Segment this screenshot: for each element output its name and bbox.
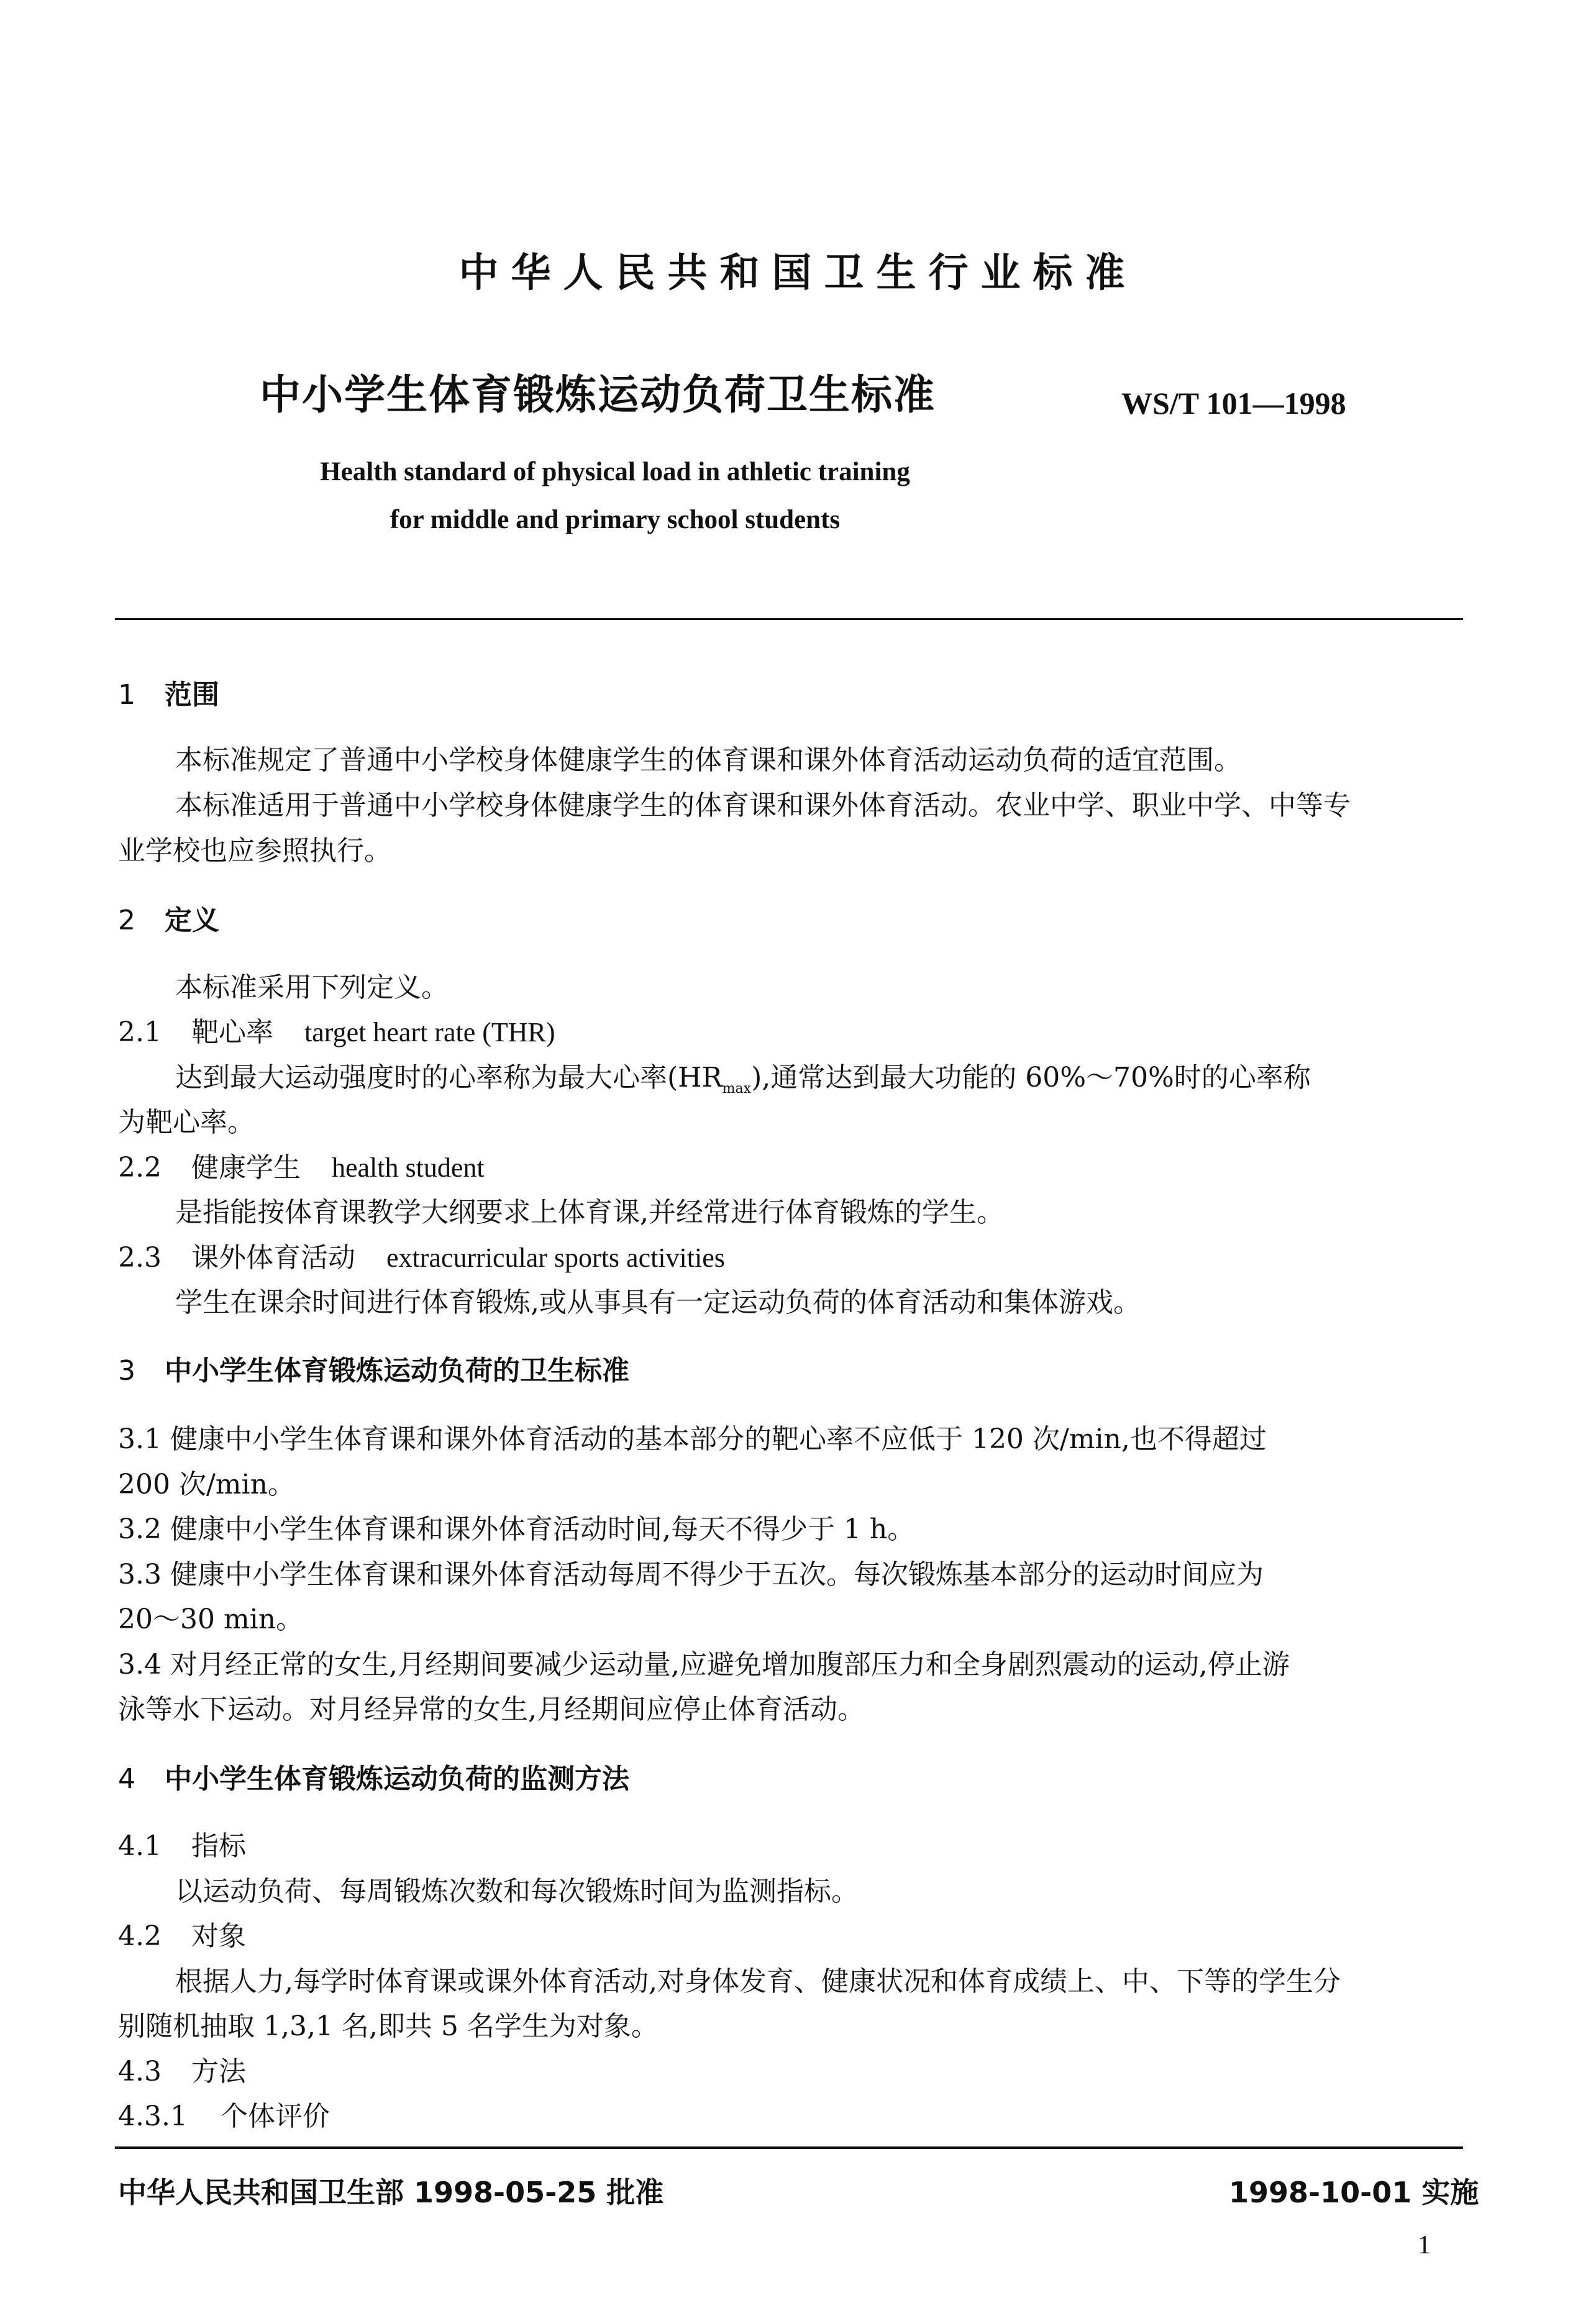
term-chinese: 靶心率 (191, 1016, 273, 1048)
clause-title: 对象 (191, 1920, 246, 1952)
text-segment: 达到最大运动强度时的心率称为最大心率(HR (175, 1062, 723, 1093)
header-divider (115, 618, 1463, 620)
clause-title: 个体评价 (221, 2100, 330, 2132)
clause-3-1: 3.1 健康中小学生体育课和课外体育活动的基本部分的靶心率不应低于 120 次/min,也不得超过 (118, 1423, 1267, 1455)
section-2-heading (118, 898, 219, 937)
term-english: health student (332, 1152, 485, 1183)
clause-number: 2.1 (118, 1016, 162, 1048)
approval-line: 中华人民共和国卫生部 1998-05-25 批准 (118, 2176, 664, 2209)
section-number: 1 (118, 679, 135, 711)
clause-4-1-heading (118, 1823, 246, 1863)
paragraph: 本标准适用于普通中小学校身体健康学生的体育课和课外体育活动。农业中学、职业中学、中等专 (175, 790, 1351, 821)
clause-3-4-continuation: 泳等水下运动。对月经异常的女生,月经期间应停止体育活动。 (118, 1694, 865, 1725)
clause-title: 方法 (191, 2056, 246, 2087)
clause-number: 4.1 (118, 1830, 162, 1862)
clause-3-2: 3.2 健康中小学生体育课和课外体育活动时间,每天不得少于 1 h。 (118, 1513, 915, 1545)
clause-number: 4.2 (118, 1920, 162, 1952)
title-english-line-2: for middle and primary school students (390, 505, 841, 534)
clause-4-2-heading (118, 1913, 246, 1953)
clause-number: 4.3.1 (118, 2100, 188, 2132)
section-4-heading (118, 1756, 629, 1796)
clause-3-4: 3.4 对月经正常的女生,月经期间要减少运动量,应避免增加腹部压力和全身剧烈震动的运动,停止游 (118, 1649, 1290, 1681)
clause-text-continuation: 别随机抽取 1,3,1 名,即共 5 名学生为对象。 (118, 2010, 659, 2042)
section-title: 中小学生体育锻炼运动负荷的卫生标准 (165, 1355, 629, 1387)
section-number: 4 (118, 1763, 135, 1795)
term-english: target heart rate (THR) (304, 1017, 555, 1047)
paragraph: 本标准采用下列定义。 (175, 972, 449, 1003)
paragraph-continuation: 业学校也应参照执行。 (118, 835, 391, 867)
section-number: 3 (118, 1355, 135, 1387)
clause-3-3-continuation: 20～30 min。 (118, 1603, 304, 1635)
clause-number: 2.2 (118, 1152, 162, 1184)
paragraph: 本标准规定了普通中小学校身体健康学生的体育课和课外体育活动运动负荷的适宜范围。 (175, 744, 1241, 776)
standard-code: WS/T 101—1998 (1121, 386, 1346, 421)
section-title: 中小学生体育锻炼运动负荷的监测方法 (165, 1763, 629, 1795)
clause-number: 4.3 (118, 2056, 162, 2087)
title-chinese: 中小学生体育锻炼运动负荷卫生标准 (260, 371, 936, 419)
section-1-heading (118, 672, 219, 712)
clause-3-1-continuation: 200 次/min。 (118, 1469, 295, 1500)
term-chinese: 课外体育活动 (191, 1242, 355, 1274)
text-segment: ),通常达到最大功能的 60%～70%时的心率称 (751, 1062, 1311, 1093)
clause-text: 根据人力,每学时体育课或课外体育活动,对身体发育、健康状况和体育成绩上、中、下等的学生分 (175, 1966, 1341, 1997)
section-number: 2 (118, 905, 135, 936)
definition-text: 是指能按体育课教学大纲要求上体育课,并经常进行体育锻炼的学生。 (175, 1197, 1004, 1228)
section-3-heading (118, 1348, 629, 1388)
clause-number: 2.3 (118, 1242, 162, 1274)
definition-text-continuation: 为靶心率。 (118, 1106, 255, 1138)
page-number: 1 (1418, 2231, 1431, 2260)
clause-title: 指标 (191, 1830, 246, 1862)
title-english-line-1: Health standard of physical load in athletic training (320, 457, 910, 486)
subscript: max (722, 1080, 752, 1097)
term-chinese: 健康学生 (191, 1152, 301, 1184)
clause-4-3-1-heading (118, 2094, 330, 2133)
issuing-body: 中华人民共和国卫生行业标准 (458, 250, 1138, 296)
section-title: 范围 (165, 679, 219, 711)
effective-date: 1998-10-01 实施 (1229, 2176, 1479, 2209)
definition-text: 学生在课余时间进行体育锻炼,或从事具有一定运动负荷的体育活动和集体游戏。 (175, 1287, 1141, 1318)
definition-2-3-heading (118, 1235, 725, 1275)
clause-text: 以运动负荷、每周锻炼次数和每次锻炼时间为监测指标。 (175, 1876, 859, 1907)
clause-3-3: 3.3 健康中小学生体育课和课外体育活动每周不得少于五次。每次锻炼基本部分的运动时间应为 (118, 1559, 1264, 1590)
term-english: extracurricular sports activities (386, 1243, 725, 1273)
clause-4-3-heading (118, 2049, 246, 2089)
definition-2-1-heading (118, 1010, 555, 1049)
definition-text (175, 1055, 1311, 1097)
definition-2-2-heading (118, 1145, 485, 1185)
section-title: 定义 (165, 905, 219, 936)
footer-divider (115, 2146, 1463, 2149)
